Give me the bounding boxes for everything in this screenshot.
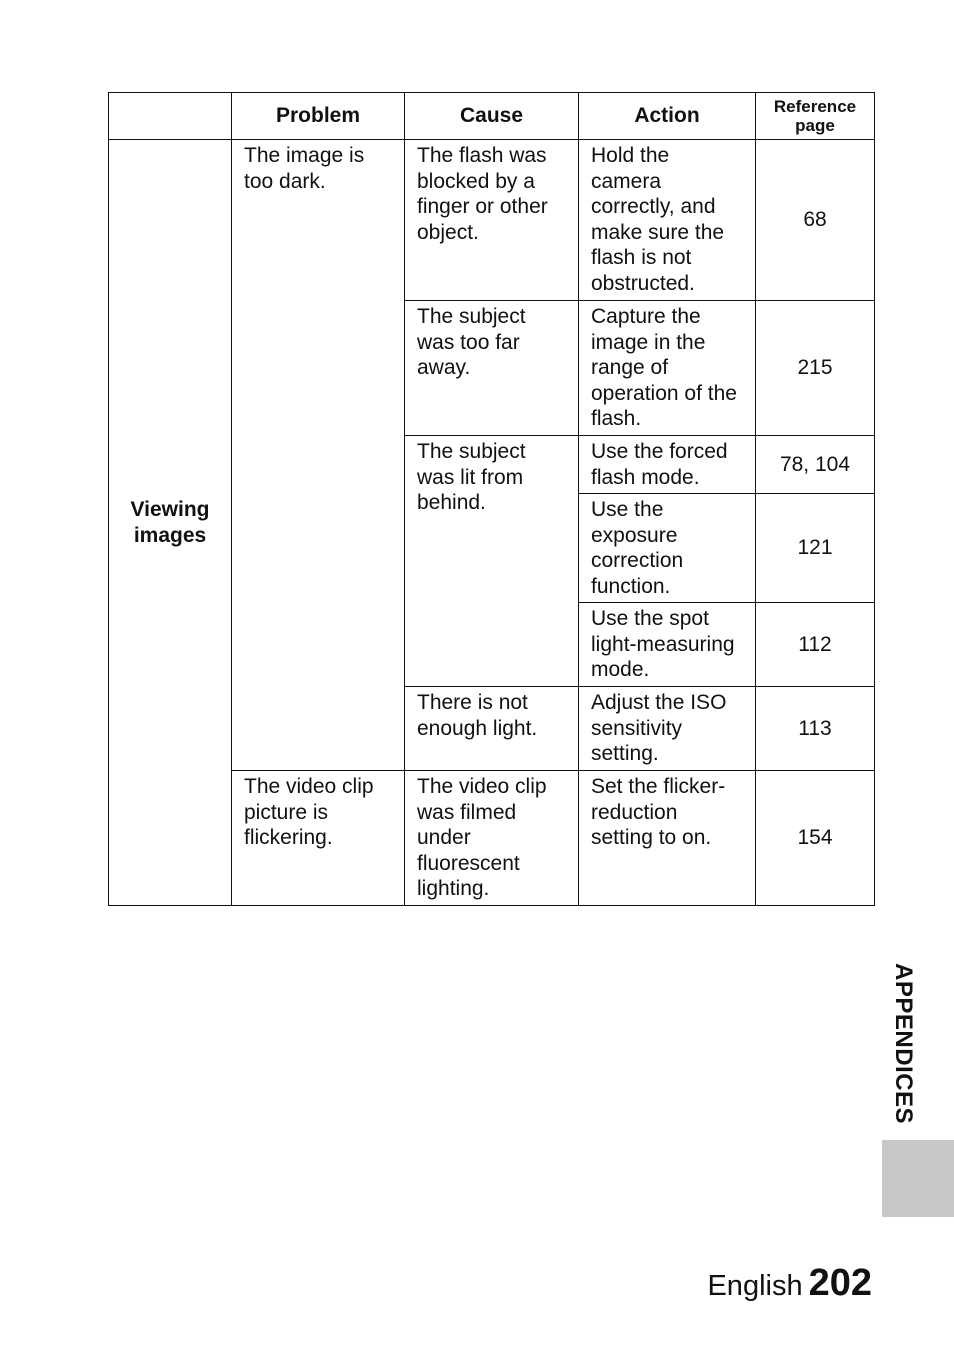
header-problem: Problem: [232, 93, 405, 140]
problem-image-too-dark: The image is too dark.: [232, 140, 405, 771]
action-capture-in-range: Capture the image in the range of operation of the flash.: [579, 301, 756, 436]
cause-subject-too-far: The subject was too far away.: [405, 301, 579, 436]
action-exposure-correction: Use the exposure correction function.: [579, 494, 756, 603]
reference-page: 215: [756, 301, 875, 436]
reference-page: 68: [756, 140, 875, 301]
appendices-section-label: APPENDICES: [890, 963, 917, 1125]
page-number: 202: [808, 1262, 872, 1304]
cause-flash-blocked: The flash was blocked by a finger or other object.: [405, 140, 579, 301]
footer-language: English: [707, 1270, 803, 1302]
reference-page: 112: [756, 603, 875, 687]
action-spot-light-measuring: Use the spot light-measuring mode.: [579, 603, 756, 687]
cause-lit-from-behind: The subject was lit from behind.: [405, 436, 579, 687]
header-reference-page: Reference page: [756, 93, 875, 140]
action-flicker-reduction: Set the flicker- reduction setting to on.: [579, 771, 756, 906]
cause-not-enough-light: There is not enough light.: [405, 687, 579, 771]
section-tab-marker: [882, 1140, 954, 1217]
page-footer: [707, 1262, 872, 1305]
action-hold-camera: Hold the camera correctly, and make sure the flash is not obstructed.: [579, 140, 756, 301]
table-header-row: [109, 93, 875, 140]
reference-page: 121: [756, 494, 875, 603]
troubleshooting-table: [108, 92, 875, 906]
header-cause: Cause: [405, 93, 579, 140]
action-forced-flash: Use the forced flash mode.: [579, 436, 756, 494]
reference-page: 78, 104: [756, 436, 875, 494]
category-viewing-images: Viewing images: [109, 140, 232, 906]
reference-page: 154: [756, 771, 875, 906]
action-adjust-iso: Adjust the ISO sensitivity setting.: [579, 687, 756, 771]
cause-fluorescent-lighting: The video clip was filmed under fluorescent lighting.: [405, 771, 579, 906]
header-action: Action: [579, 93, 756, 140]
reference-page: 113: [756, 687, 875, 771]
header-blank: [109, 93, 232, 140]
table-row: [109, 140, 875, 301]
problem-video-flickering: The video clip picture is flickering.: [232, 771, 405, 906]
